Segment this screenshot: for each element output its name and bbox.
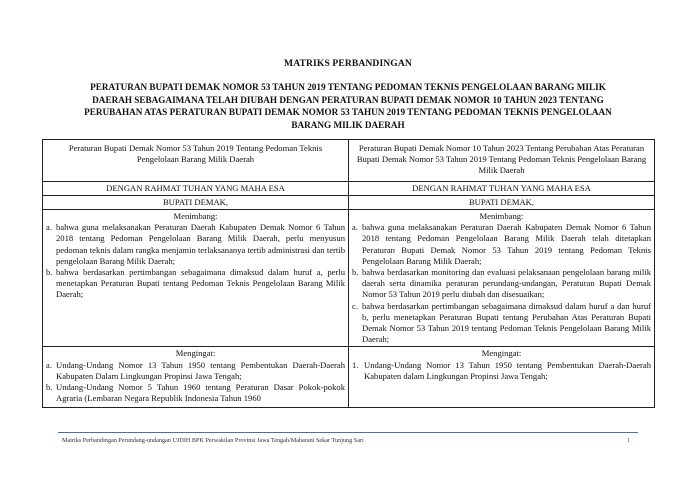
right-bupati: BUPATI DEMAK,: [349, 195, 655, 209]
list-marker: a.: [46, 359, 52, 370]
footer-text: Matriks Perbandingan Perundang-undangan UJDIH BPK Perwakilan Provinsi Jawa Tengah/Maharani Sekar Tunjung Sari: [62, 437, 364, 444]
page-number: 1: [627, 437, 631, 444]
left-column-header: Peraturan Bupati Demak Nomor 53 Tahun 2019 Tentang Pedoman Teknis Pengelolaan Barang Milik Daerah: [43, 140, 349, 182]
list-item: [352, 267, 651, 301]
left-bupati: BUPATI DEMAK,: [43, 195, 349, 209]
list-item: [352, 360, 651, 382]
subtitle-line: PERUBAHAN ATAS PERATURAN BUPATI DEMAK NOMOR 53 TAHUN 2019 TENTANG PEDOMAN TEKNIS PENGELOLAAN: [84, 107, 612, 117]
list-item: [352, 222, 651, 267]
right-menimbang-cell: [349, 210, 655, 347]
menimbang-row: [43, 210, 655, 347]
bupati-row: [43, 195, 655, 209]
subtitle-line: DAERAH SEBAGAIMANA TELAH DIUBAH DENGAN PERATURAN BUPATI DEMAK NOMOR 10 TAHUN 2023 TENTANG: [92, 94, 604, 105]
rahmat-row: [43, 181, 655, 195]
list-text: bahwa guna melaksanakan Peraturan Daerah Kabupaten Demak Nomor 6 Tahun 2018 tentang Pedoman Pengelolaan Barang Milik Daerah telah ditetapkan Peraturan Bupati Demak Nomor 53 Tahun 2019 tentang Pedoman Teknis Pengelolaan Barang Milik Daerah;: [362, 222, 651, 266]
list-item: [46, 222, 345, 267]
right-menimbang-list: [352, 222, 651, 345]
mengingat-row: [43, 347, 655, 408]
left-menimbang-cell: [43, 210, 349, 347]
right-column-header: Peraturan Bupati Demak Nomor 10 Tahun 2023 Tentang Perubahan Atas Peraturan Bupati Demak Nomor 53 Tahun 2019 Tentang Pedoman Teknis Pengelolaan Barang Milik Daerah: [349, 140, 655, 182]
right-menimbang-label: Menimbang:: [479, 211, 524, 222]
footer-divider: [58, 432, 638, 433]
list-item: [46, 267, 345, 301]
right-rahmat: DENGAN RAHMAT TUHAN YANG MAHA ESA: [349, 181, 655, 195]
list-item: [46, 360, 345, 382]
list-text: Undang-Undang Nomor 13 Tahun 1950 tentang Pembentukan Daerah-Daerah Kabupaten Dalam Lingkungan Propinsi Jawa Tengah;: [56, 359, 345, 381]
list-marker: b.: [46, 382, 53, 393]
list-marker: b.: [46, 267, 53, 278]
left-mengingat-cell: [43, 347, 349, 408]
list-text: bahwa guna melaksanakan Peraturan Daerah Kabupaten Demak Nomor 6 Tahun 2018 tentang Pedoman Pengelolaan Barang Milik Daerah, perlu menyusun pedoman teknis dalam rangka menjamin terlaksananya tertib administrasi dan tertib pengelolaan Barang Milik Daerah;: [56, 222, 345, 266]
right-mengingat-cell: [349, 347, 655, 408]
list-item: [46, 382, 345, 404]
list-marker: a.: [46, 222, 52, 233]
subtitle-line: PERATURAN BUPATI DEMAK NOMOR 53 TAHUN 2019 TENTANG PEDOMAN TEKNIS PENGELOLAAN BARANG MILIK: [90, 82, 606, 92]
left-mengingat-clip: [46, 348, 345, 406]
left-menimbang-list: [46, 222, 345, 300]
table-header-row: [43, 140, 655, 182]
list-text: Undang-Undang Nomor 13 Tahun 1950 tentang Pembentukan Daerah-Daerah Kabupaten dalam Lingkungan Propinsi Jawa Tengah;: [364, 359, 651, 381]
list-marker: c.: [352, 300, 358, 311]
comparison-table: [42, 139, 655, 408]
list-marker: b.: [352, 267, 359, 278]
right-mengingat-clip: [352, 348, 651, 406]
left-menimbang-label: Menimbang:: [173, 211, 218, 222]
left-mengingat-label: Mengingat:: [175, 348, 216, 359]
list-text: Undang-Undang Nomor 5 Tahun 1960 tentang Peraturan Dasar Pokok-pokok Agraria (Lembaran Negara Republik Indonesia Tahun 1960: [56, 382, 345, 404]
list-text: bahwa berdasarkan pertimbangan sebagaimana dimaksud dalam huruf a, perlu menetapkan Peraturan Bupati tentang Pedoman Teknis Pengelolaan Barang Milik Daerah;: [56, 267, 345, 300]
right-mengingat-list: [352, 360, 651, 382]
list-marker: a.: [352, 222, 358, 233]
left-rahmat: DENGAN RAHMAT TUHAN YANG MAHA ESA: [43, 181, 349, 195]
document-title: MATRIKS PERBANDINGAN: [284, 58, 412, 69]
right-mengingat-label: Mengingat:: [481, 348, 522, 359]
left-mengingat-list: [46, 360, 345, 405]
subtitle-line: BARANG MILIK DAERAH: [291, 119, 405, 130]
list-marker: 1.: [352, 359, 359, 370]
document-subtitle: [60, 81, 636, 131]
list-text: bahwa berdasarkan monitoring dan evaluasi pelaksanaan pengelolaan barang milik daerah serta dinamika peraturan perundang-undangan, Peraturan Bupati Demak Nomor 53 Tahun 2019 perlu diubah dan disesuaikan;: [362, 267, 651, 300]
list-item: [352, 301, 651, 346]
list-text: bahwa berdasarkan pertimbangan sebagaimana dimaksud dalam huruf a dan huruf b, perlu menetapkan Peraturan Bupati tentang Perubahan Atas Peraturan Bupati Demak Nomor 53 Tahun 2019 tentang Pedoman Teknis Pengelolaan Barang Milik Daerah;: [362, 300, 651, 345]
